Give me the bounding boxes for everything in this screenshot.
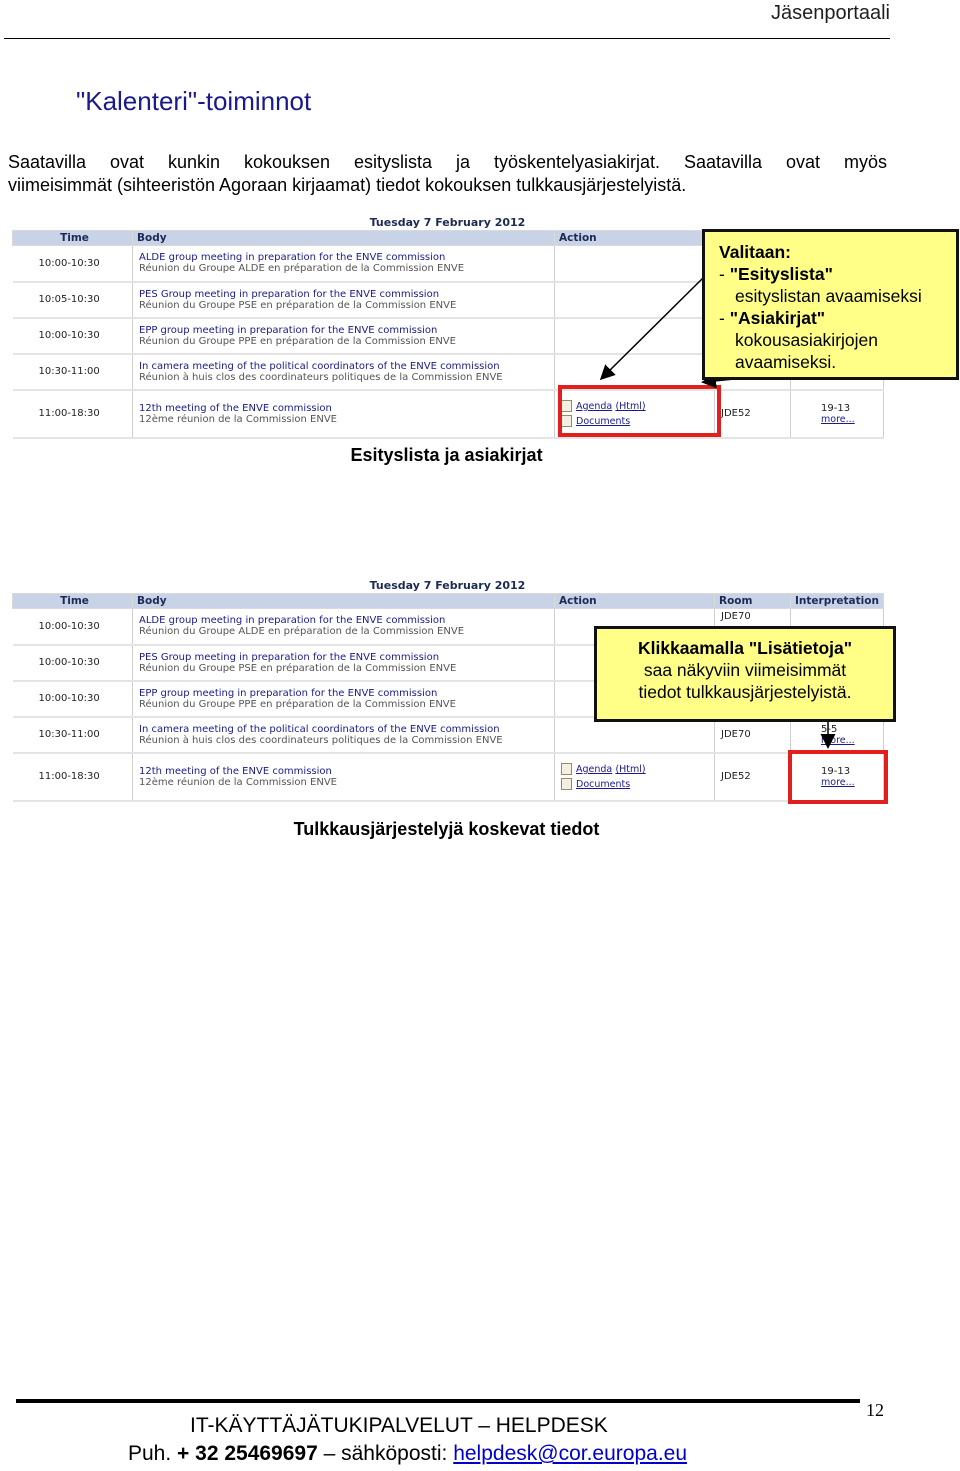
footer-contact xyxy=(128,1442,687,1466)
callout-line: Klikkaamalla "Lisätietoja" xyxy=(637,638,853,658)
interpretation-code: 5-5 xyxy=(821,723,838,735)
meeting-title-fr: Réunion du Groupe PSE en préparation de la Commission ENVE xyxy=(139,299,457,311)
more-link[interactable]: more... xyxy=(821,776,855,788)
callout-line: kokousasiakirjojen xyxy=(735,330,878,350)
meeting-title-en[interactable]: EPP group meeting in preparation for the ENVE commission xyxy=(139,687,438,699)
meeting-time: 10:00-10:30 xyxy=(13,681,133,717)
interpretation-code: 19-13 xyxy=(821,765,851,777)
callout-bullet: - xyxy=(719,264,730,284)
meeting-title-fr: Réunion à huis clos des coordinateurs politiques de la Commission ENVE xyxy=(139,371,503,383)
meeting-title-en[interactable]: ALDE group meeting in preparation for the ENVE commission xyxy=(139,615,446,627)
page-number: 12 xyxy=(866,1400,884,1420)
footer-divider xyxy=(16,1399,860,1403)
meeting-title-en[interactable]: PES Group meeting in preparation for the ENVE commission xyxy=(139,288,440,300)
table-row xyxy=(13,390,884,438)
interpretation-code: 19-13 xyxy=(821,402,851,414)
column-header-time: Time xyxy=(13,594,133,609)
column-header-body: Body xyxy=(133,231,555,246)
intro-line-2: viimeisimmät (sihteeristön Agoraan kirjaamat) tiedot kokouksen tulkkausjärjestelyistä. xyxy=(8,175,687,195)
highlight-box-agenda xyxy=(558,385,721,437)
meeting-time: 10:30-11:00 xyxy=(13,717,133,753)
meeting-title-fr: 12ème réunion de la Commission ENVE xyxy=(139,776,337,788)
meeting-title-en[interactable]: 12th meeting of the ENVE commission xyxy=(139,765,332,777)
room-code: JDE52 xyxy=(715,390,791,438)
meeting-title-fr: Réunion du Groupe ALDE en préparation de la Commission ENVE xyxy=(139,263,465,275)
callout-line: saa näkyviin viimeisimmät xyxy=(643,660,847,680)
intro-line-1: Saatavilla ovat kunkin kokouksen esityslista ja työskentelyasiakirjat. Saatavilla ovat myös xyxy=(8,152,887,172)
meeting-title-fr: Réunion du Groupe PSE en préparation de la Commission ENVE xyxy=(139,662,457,674)
room-code: JDE70 xyxy=(715,609,791,645)
meeting-time: 10:00-10:30 xyxy=(13,246,133,282)
documents-link[interactable]: Documents xyxy=(576,779,631,790)
table-row xyxy=(13,753,884,801)
header-title: Jäsenportaali xyxy=(771,2,890,24)
column-header-action: Action xyxy=(555,594,715,609)
meeting-time: 10:00-10:30 xyxy=(13,645,133,681)
meeting-title-en[interactable]: In camera meeting of the political coordinators of the ENVE commission xyxy=(139,360,500,372)
meeting-title-en[interactable]: ALDE group meeting in preparation for the ENVE commission xyxy=(139,252,446,264)
meeting-time: 11:00-18:30 xyxy=(13,390,133,438)
documents-link[interactable]: Documents xyxy=(576,416,631,427)
column-header-room: Room xyxy=(715,594,791,609)
meeting-title-fr: 12ème réunion de la Commission ENVE xyxy=(139,413,337,425)
meeting-title-fr: Réunion du Groupe ALDE en préparation de la Commission ENVE xyxy=(139,626,465,638)
phone-number: + 32 25469697 xyxy=(177,1442,318,1465)
callout-box-1 xyxy=(702,229,959,380)
callout-esityslista: "Esityslista" xyxy=(729,264,833,284)
document-icon xyxy=(561,778,572,790)
callout-box-2 xyxy=(594,626,896,722)
footer-helpdesk: IT-KÄYTTÄJÄTUKIPALVELUT – HELPDESK xyxy=(190,1414,608,1437)
phone-label: Puh. xyxy=(128,1442,178,1465)
callout-line: esityslistan avaamiseksi xyxy=(735,286,922,306)
meeting-title-fr: Réunion du Groupe PPE en préparation de la Commission ENVE xyxy=(139,698,456,710)
callout-bullet: - xyxy=(719,308,730,328)
agenda-link[interactable]: Agenda xyxy=(576,401,613,412)
email-label: – sähköposti: xyxy=(317,1442,454,1465)
room-code: JDE70 xyxy=(715,717,791,753)
email-link[interactable]: helpdesk@cor.europa.eu xyxy=(453,1442,688,1465)
calendar-date: Tuesday 7 February 2012 xyxy=(369,579,526,592)
calendar-date: Tuesday 7 February 2012 xyxy=(369,216,526,229)
meeting-time: 11:00-18:30 xyxy=(13,753,133,801)
meeting-title-en[interactable]: 12th meeting of the ENVE commission xyxy=(139,402,332,414)
meeting-time: 10:00-10:30 xyxy=(13,609,133,645)
column-header-interpretation: Interpretation xyxy=(791,594,884,609)
agenda-link[interactable]: Agenda xyxy=(576,764,613,775)
column-header-action: Action xyxy=(555,231,715,246)
more-link[interactable]: more... xyxy=(821,413,855,425)
meeting-title-fr: Réunion à huis clos des coordinateurs politiques de la Commission ENVE xyxy=(139,734,503,746)
document-icon xyxy=(561,763,572,775)
meeting-time: 10:05-10:30 xyxy=(13,282,133,318)
callout-line: avaamiseksi. xyxy=(735,352,837,372)
agenda-html-link[interactable]: (Html) xyxy=(615,764,646,775)
column-header-time: Time xyxy=(13,231,133,246)
more-link[interactable]: more... xyxy=(821,734,855,746)
callout-asiakirjat: "Asiakirjat" xyxy=(729,308,826,328)
meeting-time: 10:00-10:30 xyxy=(13,318,133,354)
header-divider xyxy=(4,38,890,39)
meeting-title-en[interactable]: EPP group meeting in preparation for the ENVE commission xyxy=(139,324,438,336)
meeting-title-en[interactable]: PES Group meeting in preparation for the ENVE commission xyxy=(139,651,440,663)
room-code: JDE52 xyxy=(715,753,791,801)
meeting-title-en[interactable]: In camera meeting of the political coordinators of the ENVE commission xyxy=(139,723,500,735)
meeting-title-fr: Réunion du Groupe PPE en préparation de la Commission ENVE xyxy=(139,335,456,347)
callout-line: tiedot tulkkausjärjestelyistä. xyxy=(638,682,852,702)
meeting-time: 10:30-11:00 xyxy=(13,354,133,390)
caption-interpretation: Tulkkausjärjestelyjä koskevat tiedot xyxy=(293,819,600,839)
caption-agenda-documents: Esityslista ja asiakirjat xyxy=(350,445,543,465)
callout-heading: Valitaan: xyxy=(719,242,791,262)
highlight-box-more xyxy=(788,750,888,804)
column-header-body: Body xyxy=(133,594,555,609)
agenda-html-link[interactable]: (Html) xyxy=(615,401,646,412)
section-title: "Kalenteri"-toiminnot xyxy=(76,86,312,116)
